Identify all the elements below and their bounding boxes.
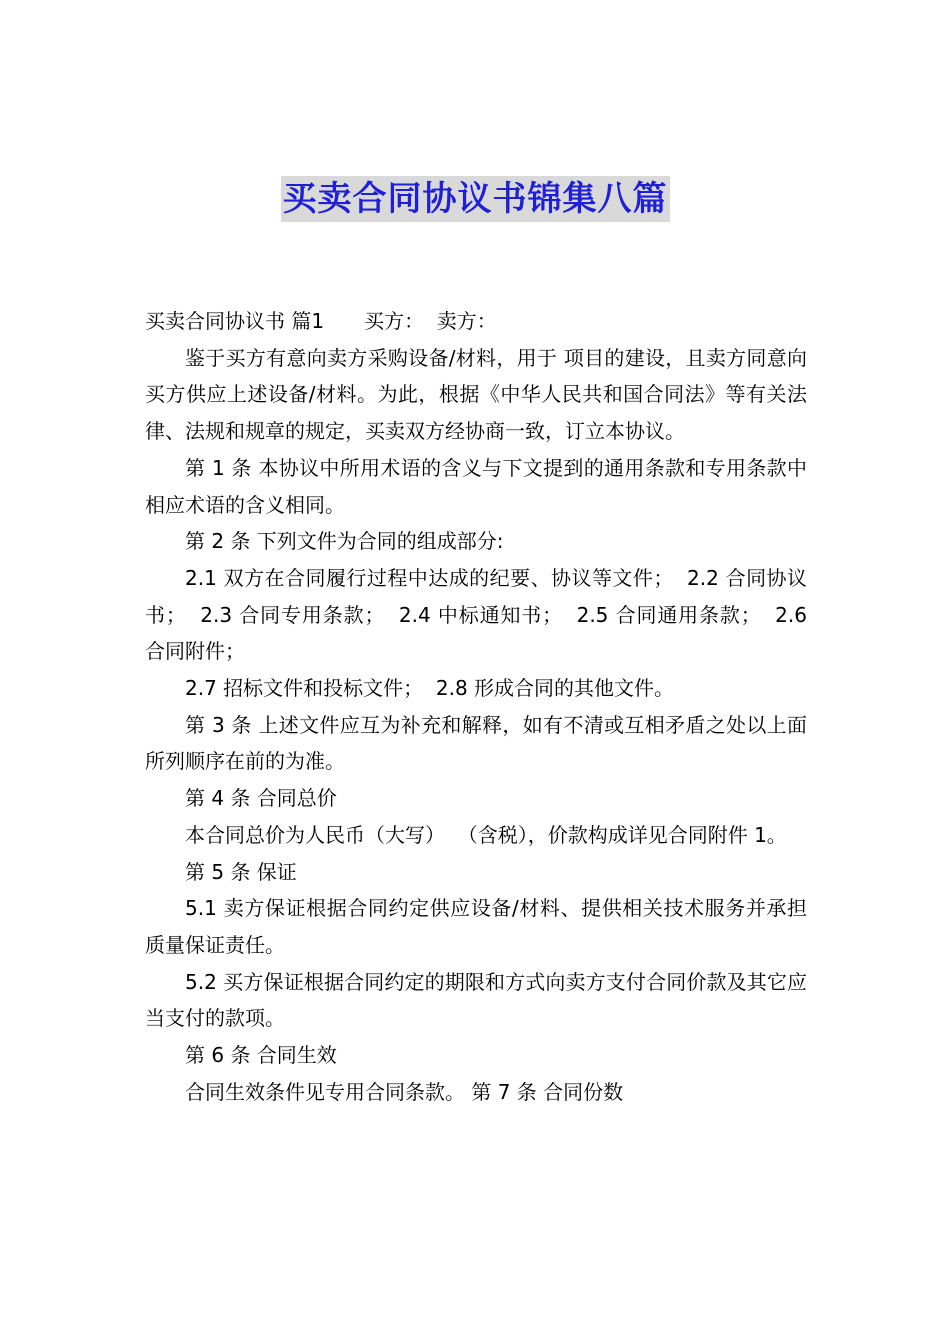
paragraph: 第 2 条 下列文件为合同的组成部分: [185, 529, 504, 554]
paragraph: 5.2 买方保证根据合同约定的期限和方式向卖方支付合同价款及其它应当支付的款项。 [145, 969, 807, 1031]
paragraph: 2.1 双方在合同履行过程中达成的纪要、协议等文件； 2.2 合同协议书； 2.3 合同专用条款； 2.4 中标通知书； 2.5 合同通用条款； 2.6 合同附件； [145, 565, 814, 664]
paragraph: 5.1 卖方保证根据合同约定供应设备/材料、提供相关技术服务并承担质量保证责任。 [145, 896, 807, 957]
paragraph: 第 3 条 上述文件应互为补充和解释，如有不清或互相矛盾之处以上面所列顺序在前的为准。 [145, 712, 807, 774]
paragraph: 第 5 条 保证 [185, 859, 297, 884]
paragraph: 鉴于买方有意向卖方采购设备/材料，用于 项目的建设，且卖方同意向买方供应上述设备/材料。为此，根据《中华人民共和国合同法》等有关法律、法规和规章的规定，买卖双方经协商一致，订立本协议。 [145, 345, 807, 444]
paragraph: 第 4 条 合同总价 [185, 786, 337, 811]
document-title: 买卖合同协议书锦集八篇 [281, 176, 670, 222]
paragraph: 第 1 条 本协议中所用术语的含义与下文提到的通用条款和专用条款中相应术语的含义相同。 [145, 455, 807, 517]
document-body [145, 303, 814, 1110]
paragraph: 合同生效条件见专用合同条款。 第 7 条 合同份数 [185, 1079, 624, 1104]
paragraph: 本合同总价为人民币（大写） （含税），价款构成详见合同附件 1。 [185, 822, 787, 847]
paragraph: 第 6 条 合同生效 [185, 1043, 337, 1068]
title-container [0, 176, 950, 222]
paragraph: 买卖合同协议书 篇1 买方： 卖方： [145, 309, 497, 333]
paragraph: 2.7 招标文件和投标文件； 2.8 形成合同的其他文件。 [185, 676, 675, 701]
